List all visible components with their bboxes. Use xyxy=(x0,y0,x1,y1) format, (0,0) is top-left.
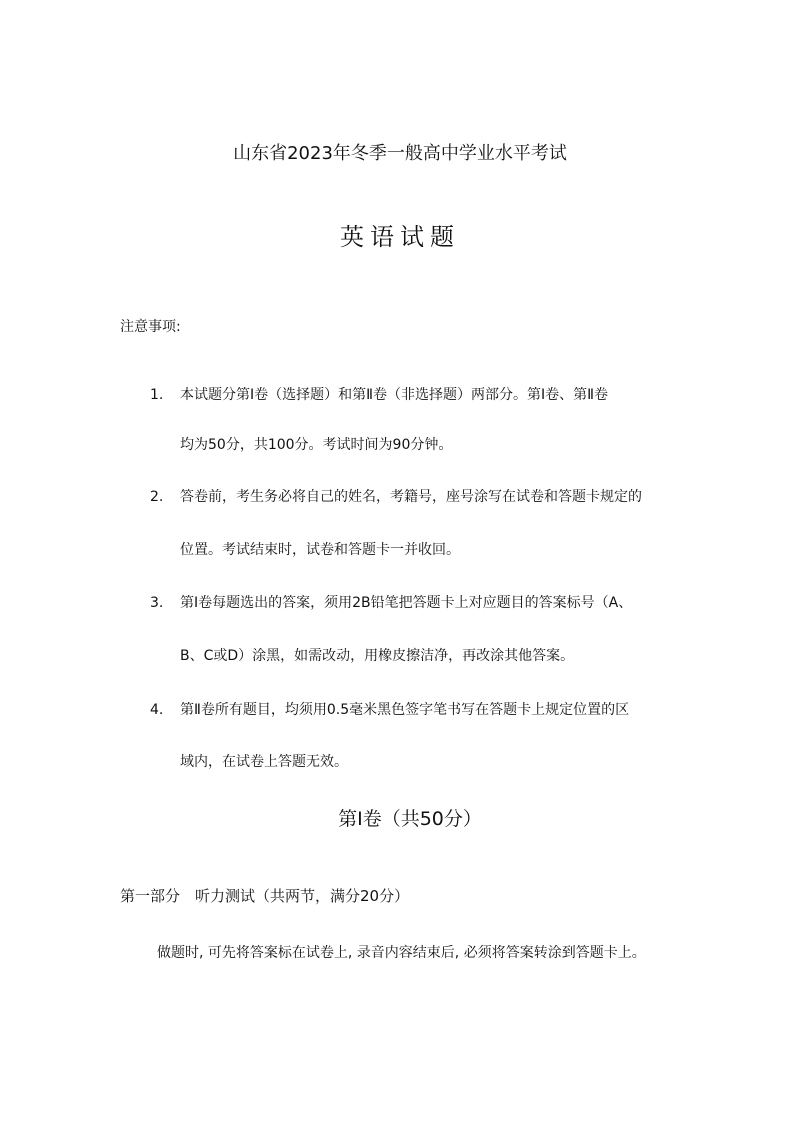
note-line: 位置。考试结束时，试卷和答题卡一并收回。 xyxy=(180,542,460,558)
exam-subtitle: 英语试题 xyxy=(340,223,460,251)
note-line: 域内，在试卷上答题无效。 xyxy=(180,754,348,770)
note-line: 第Ⅰ卷每题选出的答案，须用2B铅笔把答题卡上对应题目的答案标号（A、 xyxy=(180,595,633,611)
note-line: 本试题分第Ⅰ卷（选择题）和第Ⅱ卷（非选择题）两部分。第Ⅰ卷、第Ⅱ卷 xyxy=(180,387,609,403)
section-title: 第Ⅰ卷（共50分） xyxy=(338,808,482,830)
note-number: 2. xyxy=(150,489,164,505)
note-line: 均为50分，共100分。考试时间为90分钟。 xyxy=(180,437,453,453)
note-number: 3. xyxy=(150,595,164,611)
note-line: B、C或D）涂黑，如需改动，用橡皮擦洁净，再改涂其他答案。 xyxy=(180,648,575,664)
notes-label: 注意事项: xyxy=(120,319,181,335)
part-title: 第一部分 听力测试（共两节，满分20分） xyxy=(120,887,410,905)
note-number: 1. xyxy=(150,387,164,403)
note-line: 第Ⅱ卷所有题目，均须用0.5毫米黑色签字笔书写在答题卡上规定位置的区 xyxy=(180,702,630,718)
part-instruction: 做题时, 可先将答案标在试卷上, 录音内容结束后, 必须将答案转涂到答题卡上。 xyxy=(157,945,646,961)
exam-title: 山东省2023年冬季一般高中学业水平考试 xyxy=(233,143,567,164)
note-number: 4. xyxy=(150,702,164,718)
note-line: 答卷前，考生务必将自己的姓名，考籍号，座号涂写在试卷和答题卡规定的 xyxy=(180,489,642,505)
